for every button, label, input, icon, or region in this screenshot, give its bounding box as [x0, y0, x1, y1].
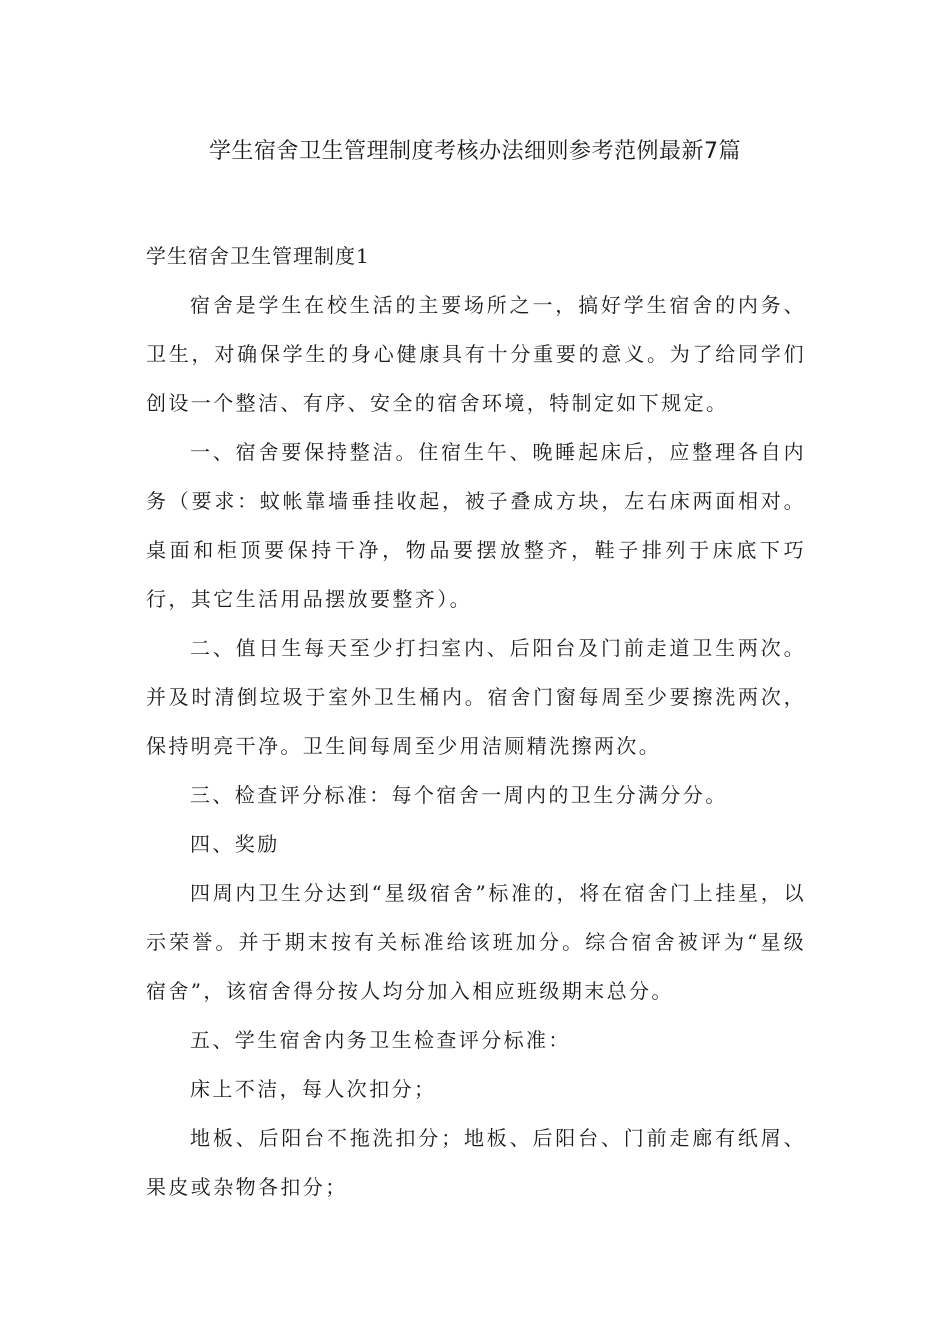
- paragraph-rule-3: 三、检查评分标准：每个宿舍一周内的卫生分满分分。: [190, 783, 728, 807]
- paragraph-rule-1: 一、宿舍要保持整洁。住宿生午、晚睡起床后，应整理各自内务（要求：蚊帐靠墙垂挂收起，被子叠成方块，左右床两面相对。桌面和柜顶要保持干净，物品要摆放整齐，鞋子排列于床底下巧行，其它生活用品摆放要整齐）。: [146, 440, 806, 611]
- paragraph-criterion-floor: 地板、后阳台不拖洗扣分；地板、后阳台、门前走廊有纸屑、果皮或杂物各扣分；: [146, 1126, 806, 1199]
- paragraph-reward: 四周内卫生分达到“星级宿舍”标准的，将在宿舍门上挂星，以示荣誉。并于期末按有关标准给该班加分。综合宿舍被评为“星级宿舍”，该宿舍得分按人均分加入相应班级期末总分。: [146, 881, 806, 1003]
- paragraph-rule-2: 二、值日生每天至少打扫室内、后阳台及门前走道卫生两次。并及时清倒垃圾于室外卫生桶内。宿舍门窗每周至少要擦洗两次，保持明亮干净。卫生间每周至少用洁厕精洗擦两次。: [146, 636, 806, 758]
- paragraph-criterion-bed: 床上不洁，每人次扣分；: [190, 1077, 437, 1101]
- document-body: [146, 232, 806, 1212]
- paragraph-rule-4-heading: 四、奖励: [190, 832, 280, 856]
- paragraph-rule-5-heading: 五、学生宿舍内务卫生检查评分标准：: [190, 1028, 571, 1052]
- document-title: 学生宿舍卫生管理制度考核办法细则参考范例最新7篇: [209, 139, 741, 164]
- paragraph-intro: 宿舍是学生在校生活的主要场所之一，搞好学生宿舍的内务、卫生，对确保学生的身心健康具有十分重要的意义。为了给同学们创设一个整洁、有序、安全的宿舍环境，特制定如下规定。: [146, 293, 806, 415]
- section-heading: 学生宿舍卫生管理制度1: [146, 244, 370, 268]
